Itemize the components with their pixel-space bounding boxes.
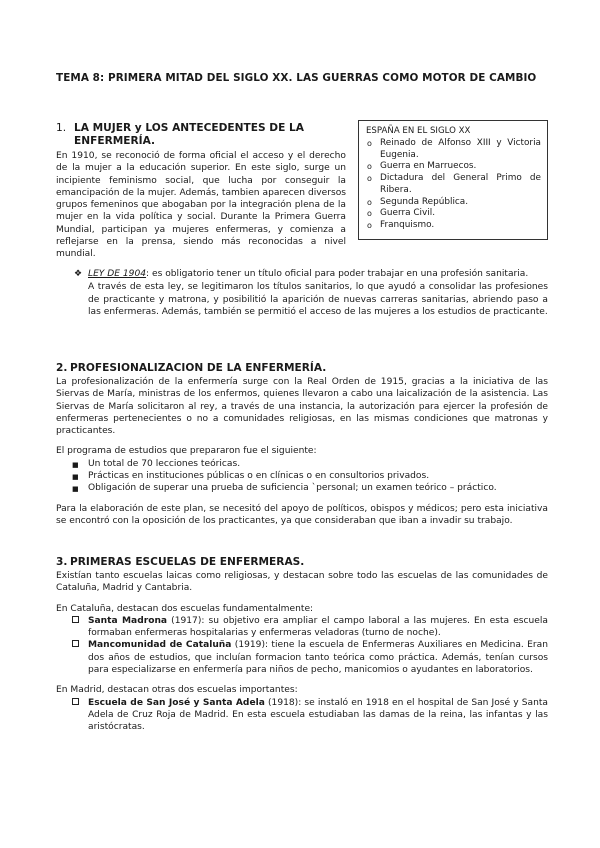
section-3-heading: [56, 556, 548, 569]
school-name: Santa Madrona: [88, 615, 168, 626]
law-1904-text: : es obligatorio tener un título oficial para poder trabajar en una profesión sanitaria.: [146, 269, 529, 279]
checkbox-bullet-icon: [72, 640, 79, 647]
school-text: (1918): se instaló en 1918 en el hospital de San José y Santa Adela de Cruz Roja de Madrid. En esta escuela estudiaban las damas de la reina, las infantas y las aristócratas.: [88, 697, 548, 733]
square-bullet-icon: ■: [72, 473, 79, 482]
checkbox-bullet-icon: [72, 698, 79, 705]
section-2-paragraph-2: Para la elaboración de este plan, se necesitó del apoyo de políticos, obispos y médicos; pero esta iniciativa se encontró con la oposición de los practicantes, ya que consideraban que iban a invadir su trabajo.: [56, 503, 548, 526]
catalonia-intro: En Cataluña, destacan dos escuelas fundamentalmente:: [56, 603, 314, 614]
sidebox-item: o Guerra en Marruecos.: [367, 161, 477, 172]
program-list: [56, 458, 548, 495]
school-item: [72, 639, 548, 676]
school-name: Escuela de San José y Santa Adela: [88, 697, 265, 708]
program-intro: El programa de estudios que prepararon fue el siguiente:: [56, 446, 317, 457]
school-text: (1919): tiene la escuela de Enfermeras Auxiliares en Medicina. Eran dos años de estudios, que incluían formacion tanto teórica como práctica. Además, tenían cursos para especializarse en enfermería para niños de pecho, manicomios o ayudantes en laboratorios.: [88, 640, 548, 676]
spain-20th-century-box: [358, 120, 548, 240]
sidebox-item: o Reinado de Alfonso XIII y Victoria Eugenia.: [367, 138, 541, 160]
catalonia-list: [56, 615, 548, 676]
checkbox-bullet-icon: [72, 616, 79, 623]
square-bullet-icon: ■: [72, 485, 79, 494]
madrid-intro: En Madrid, destacan otras dos escuelas importantes:: [56, 685, 298, 696]
circle-bullet-icon: o: [367, 197, 372, 207]
law-1904-item: [74, 268, 548, 280]
sidebox-item: o Franquismo.: [367, 219, 435, 230]
sidebox-heading: ESPAÑA EN EL SIGLO XX: [366, 126, 471, 136]
law-1904-block: [74, 268, 548, 318]
circle-bullet-icon: o: [367, 174, 372, 184]
program-item: ■ Obligación de superar una prueba de suficiencia `personal; un examen teórico – práctico.: [72, 482, 548, 494]
program-item: ■ Un total de 70 lecciones teóricas.: [72, 458, 548, 470]
section-1-heading: [56, 122, 346, 148]
madrid-list: [56, 697, 548, 734]
circle-bullet-icon: o: [367, 220, 372, 230]
school-item: [72, 615, 548, 640]
square-bullet-icon: ■: [72, 460, 79, 469]
law-1904-label: LEY DE 1904: [88, 269, 147, 279]
section-1-paragraph: En 1910, se reconoció de forma oficial el acceso y el derecho de la mujer a la educación superior. En este siglo, surge un incipiente feminismo social, que lucha por conseguir la emancipación de la mujer. Además, tambien aparecen diversos grupos femeninos que abogaban por la integración plena de la mujer en la vida política y social. Durante la Primera Guerra Mundial, participan ya mujeres enfermeras, y comienza a reflejarse en la prensa, siendo más reconocidas a nivel mundial.: [56, 151, 346, 260]
section-3-title: PRIMERAS ESCUELAS DE ENFERMERAS.: [70, 556, 305, 568]
section-3-paragraph: Existían tanto escuelas laicas como religiosas, y destacan sobre todo las escuelas de las comunidades de Cataluña, Madrid y Cantabria.: [56, 571, 548, 594]
sidebox-item: o Segunda República.: [367, 196, 469, 207]
section-1: [56, 122, 346, 261]
section-2: [56, 362, 548, 527]
section-2-heading: [56, 362, 548, 375]
law-1904-paragraph: A través de esta ley, se legitimaron los títulos sanitarios, lo que ayudó a consolidar las profesiones de practicante y matrona, y posibilitió la aparición de nuevas carreras sanitarias, abriendo paso a las enfermeras. Además, también se permitió el acceso de las mujeres a los estudios de practicante.: [88, 282, 548, 317]
section-2-number: 2.: [56, 362, 68, 374]
page-title: TEMA 8: PRIMERA MITAD DEL SIGLO XX. LAS GUERRAS COMO MOTOR DE CAMBIO: [56, 72, 537, 84]
sidebox-item: o Guerra Civil.: [367, 208, 436, 219]
circle-bullet-icon: o: [367, 209, 372, 219]
school-text: (1917): su objetivo era ampliar el campo laboral a las mujeres. En esta escuela formaban enfermeras hospitalarias y enfermeras veladoras (turno de noche).: [88, 615, 548, 639]
program-item: ■ Prácticas en instituciones públicas o en clínicas o en consultorios privados.: [72, 470, 548, 482]
school-item: [72, 697, 548, 734]
circle-bullet-icon: o: [367, 139, 372, 148]
section-2-title: PROFESIONALIZACION DE LA ENFERMERÍA.: [70, 362, 327, 374]
diamond-bullet-icon: ❖: [74, 269, 83, 279]
sidebox-list: [366, 138, 541, 232]
circle-bullet-icon: o: [367, 162, 372, 172]
sidebox-item: o Dictadura del General Primo de Ribera.: [367, 173, 541, 195]
section-3-number: 3.: [56, 556, 68, 568]
section-3: [56, 556, 548, 734]
section-2-paragraph: La profesionalización de la enfermería surge con la Real Orden de 1915, gracias a la iniciativa de las Siervas de María, ministras de los enfermos, quienes llevaron a cabo una laicalización de la asistencia. Las Siervas de María solicitaron al rey, a través de una instancia, la autorización para ejercer la profesión de enfermeras pertenecientes o no a comunidades religiosas, en las mismas condiciones que matronas y practicantes.: [56, 377, 548, 437]
school-name: Mancomunidad de Cataluña: [88, 640, 232, 651]
section-1-title: LA MUJER y LOS ANTECEDENTES DE LA ENFERMERÍA.: [74, 122, 304, 147]
section-1-number: 1.: [56, 122, 67, 134]
